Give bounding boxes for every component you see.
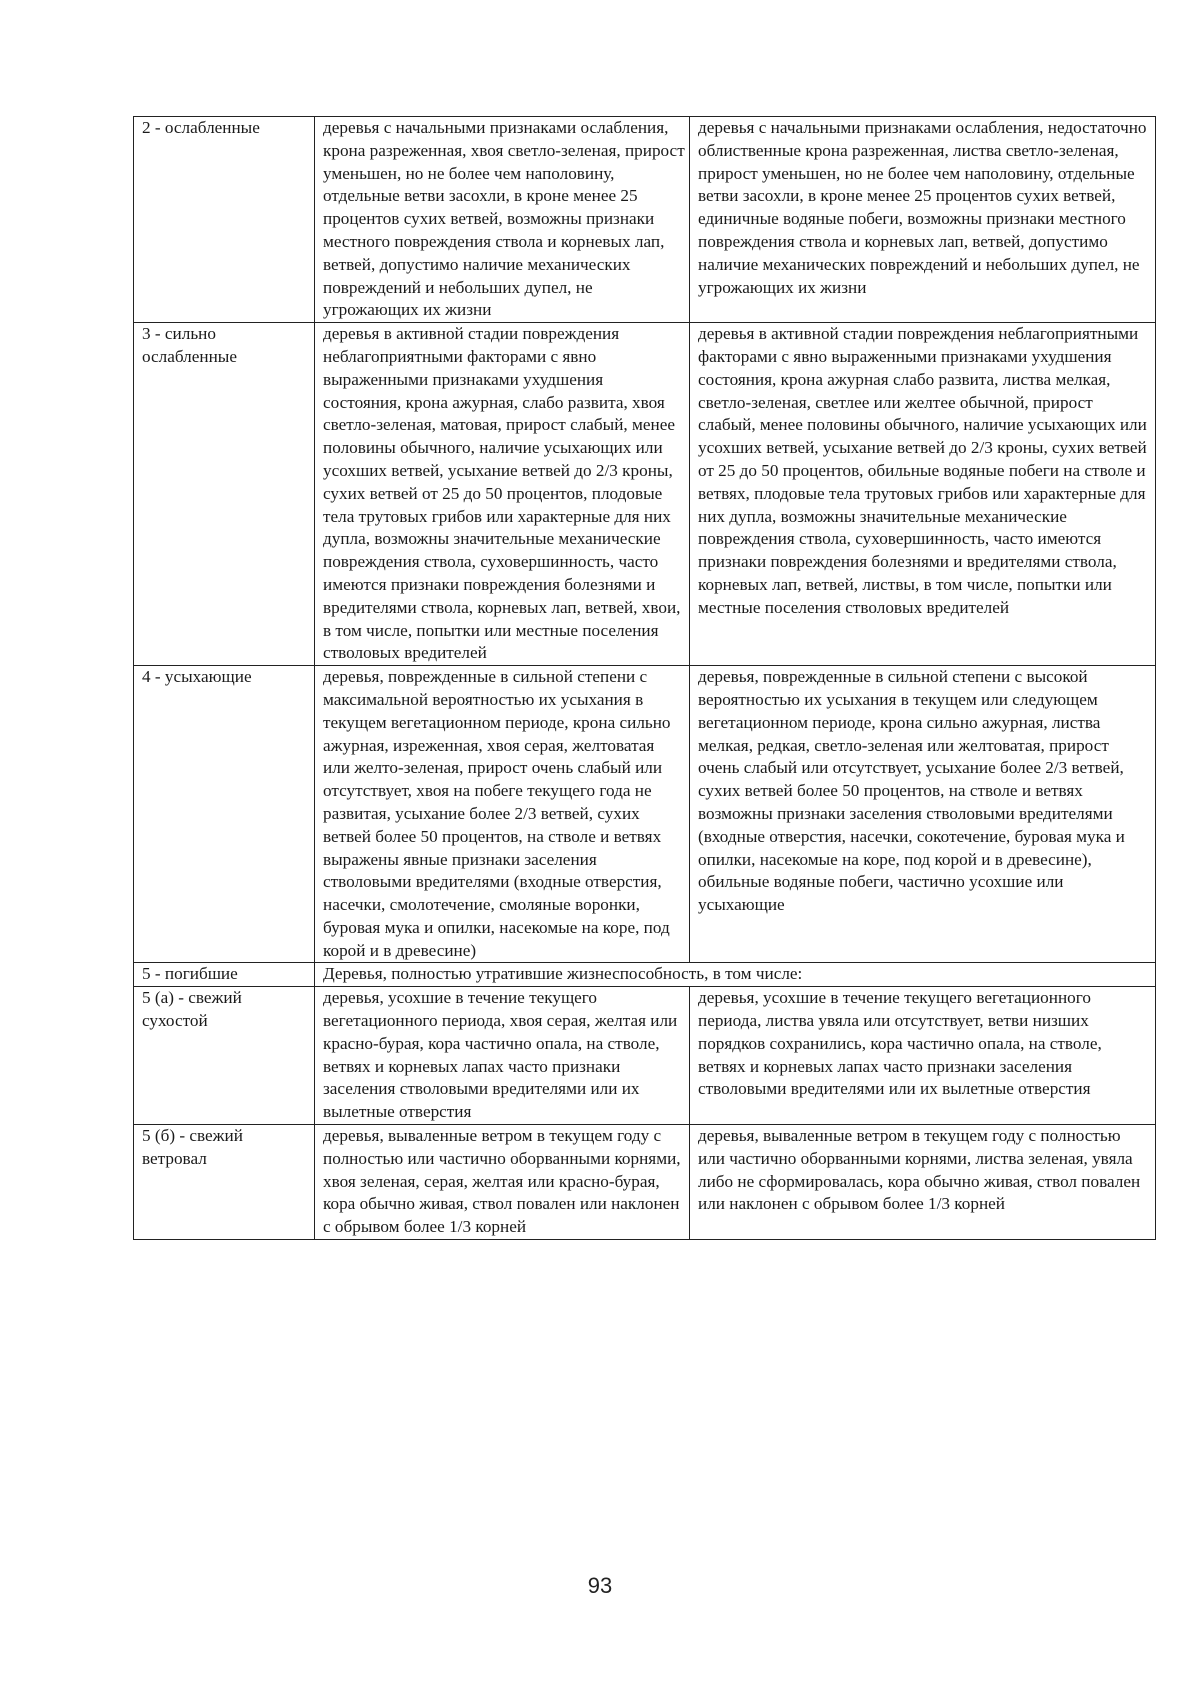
table-row xyxy=(134,666,1156,963)
table-row xyxy=(134,117,1156,323)
tree-condition-table xyxy=(133,116,1156,1240)
category-cell: 5 (б) - свежий ветровал xyxy=(134,1125,315,1240)
category-cell: 5 (а) - свежий сухостой xyxy=(134,987,315,1125)
deciduous-description-cell: деревья, усохшие в течение текущего вегетационного периода, листва увяла или отсутствует, ветви низших порядков сохранились, кора частично опала, на стволе, ветвях и корневых лапах часто признаки заселения стволовыми вредителями или их вылетные отверстия xyxy=(690,987,1156,1125)
conifer-description-cell: деревья, усохшие в течение текущего вегетационного периода, хвоя серая, желтая или красно-бурая, кора частично опала, на стволе, ветвях и корневых лапах часто признаки заселения стволовыми вредителями или их вылетные отверстия xyxy=(315,987,690,1125)
deciduous-description-cell: деревья в активной стадии повреждения неблагоприятными факторами с явно выраженными признаками ухудшения состояния, крона ажурная слабо развита, листва мелкая, светло-зеленая, светлее или желтее обычной, прирост слабый, менее половины обычного, наличие усыхающих или усохших ветвей, усыхание ветвей до 2/3 кроны, сухих ветвей от 25 до 50 процентов, обильные водяные побеги на стволе и ветвях, плодовые тела трутовых грибов или характерные для них дупла, возможны значительные механические повреждения ствола, суховершинность, часто имеются признаки повреждения болезнями и вредителями ствола, корневых лап, ветвей, листвы, в том числе, попытки или местные поселения стволовых вредителей xyxy=(690,323,1156,666)
merged-description-cell: Деревья, полностью утратившие жизнеспособность, в том числе: xyxy=(315,963,1156,987)
page-number: 93 xyxy=(587,1573,613,1598)
category-cell: 4 - усыхающие xyxy=(134,666,315,963)
table-row xyxy=(134,1125,1156,1240)
conifer-description-cell: деревья, вываленные ветром в текущем году с полностью или частично оборванными корнями, хвоя зеленая, серая, желтая или красно-бурая, кора обычно живая, ствол повален или наклонен с обрывом более 1/3 корней xyxy=(315,1125,690,1240)
deciduous-description-cell: деревья, поврежденные в сильной степени с высокой вероятностью их усыхания в текущем или следующем вегетационном периоде, крона сильно ажурная, листва мелкая, редкая, светло-зеленая или желтоватая, прирост очень слабый или отсутствует, усыхание более 2/3 ветвей, сухих ветвей более 50 процентов, на стволе и ветвях возможны признаки заселения стволовыми вредителями (входные отверстия, насечки, сокотечение, буровая мука и опилки, насекомые на коре, под корой и в древесине), обильные водяные побеги, частично усохшие или усыхающие xyxy=(690,666,1156,963)
conifer-description-cell: деревья, поврежденные в сильной степени с максимальной вероятностью их усыхания в текущем вегетационном периоде, крона сильно ажурная, изреженная, хвоя серая, желтоватая или желто-зеленая, прирост очень слабый или отсутствует, хвоя на побеге текущего года не развитая, усыхание более 2/3 ветвей, сухих ветвей более 50 процентов, на стволе и ветвях выражены явные признаки заселения стволовыми вредителями (входные отверстия, насечки, смолотечение, смоляные воронки, буровая мука и опилки, насекомые на коре, под корой и в древесине) xyxy=(315,666,690,963)
deciduous-description-cell: деревья с начальными признаками ослабления, недостаточно облиственные крона разреженная, листва светло-зеленая, прирост уменьшен, но не более чем наполовину, отдельные ветви засохли, в кроне менее 25 процентов сухих ветвей, единичные водяные побеги, возможны признаки местного повреждения ствола и корневых лап, ветвей, допустимо наличие механических повреждений и небольших дупел, не угрожающих их жизни xyxy=(690,117,1156,323)
category-cell: 2 - ослабленные xyxy=(134,117,315,323)
deciduous-description-cell: деревья, вываленные ветром в текущем году с полностью или частично оборванными корнями, листва зеленая, увяла либо не сформировалась, кора обычно живая, ствол повален или наклонен с обрывом более 1/3 корней xyxy=(690,1125,1156,1240)
table-row xyxy=(134,323,1156,666)
category-cell: 5 - погибшие xyxy=(134,963,315,987)
conifer-description-cell: деревья в активной стадии повреждения неблагоприятными факторами с явно выраженными признаками ухудшения состояния, крона ажурная, слабо развита, хвоя светло-зеленая, матовая, прирост слабый, менее половины обычного, наличие усыхающих или усохших ветвей, усыхание ветвей до 2/3 кроны, сухих ветвей от 25 до 50 процентов, плодовые тела трутовых грибов или характерные для них дупла, возможны значительные механические повреждения ствола, суховершинность, часто имеются признаки повреждения болезнями и вредителями ствола, корневых лап, ветвей, хвои, в том числе, попытки или местные поселения стволовых вредителей xyxy=(315,323,690,666)
category-cell: 3 - сильно ослабленные xyxy=(134,323,315,666)
table-row xyxy=(134,963,1156,987)
conifer-description-cell: деревья с начальными признаками ослабления, крона разреженная, хвоя светло-зеленая, прирост уменьшен, но не более чем наполовину, отдельные ветви засохли, в кроне менее 25 процентов сухих ветвей, возможны признаки местного повреждения ствола и корневых лап, ветвей, допустимо наличие механических повреждений и небольших дупел, не угрожающих их жизни xyxy=(315,117,690,323)
table-row xyxy=(134,987,1156,1125)
